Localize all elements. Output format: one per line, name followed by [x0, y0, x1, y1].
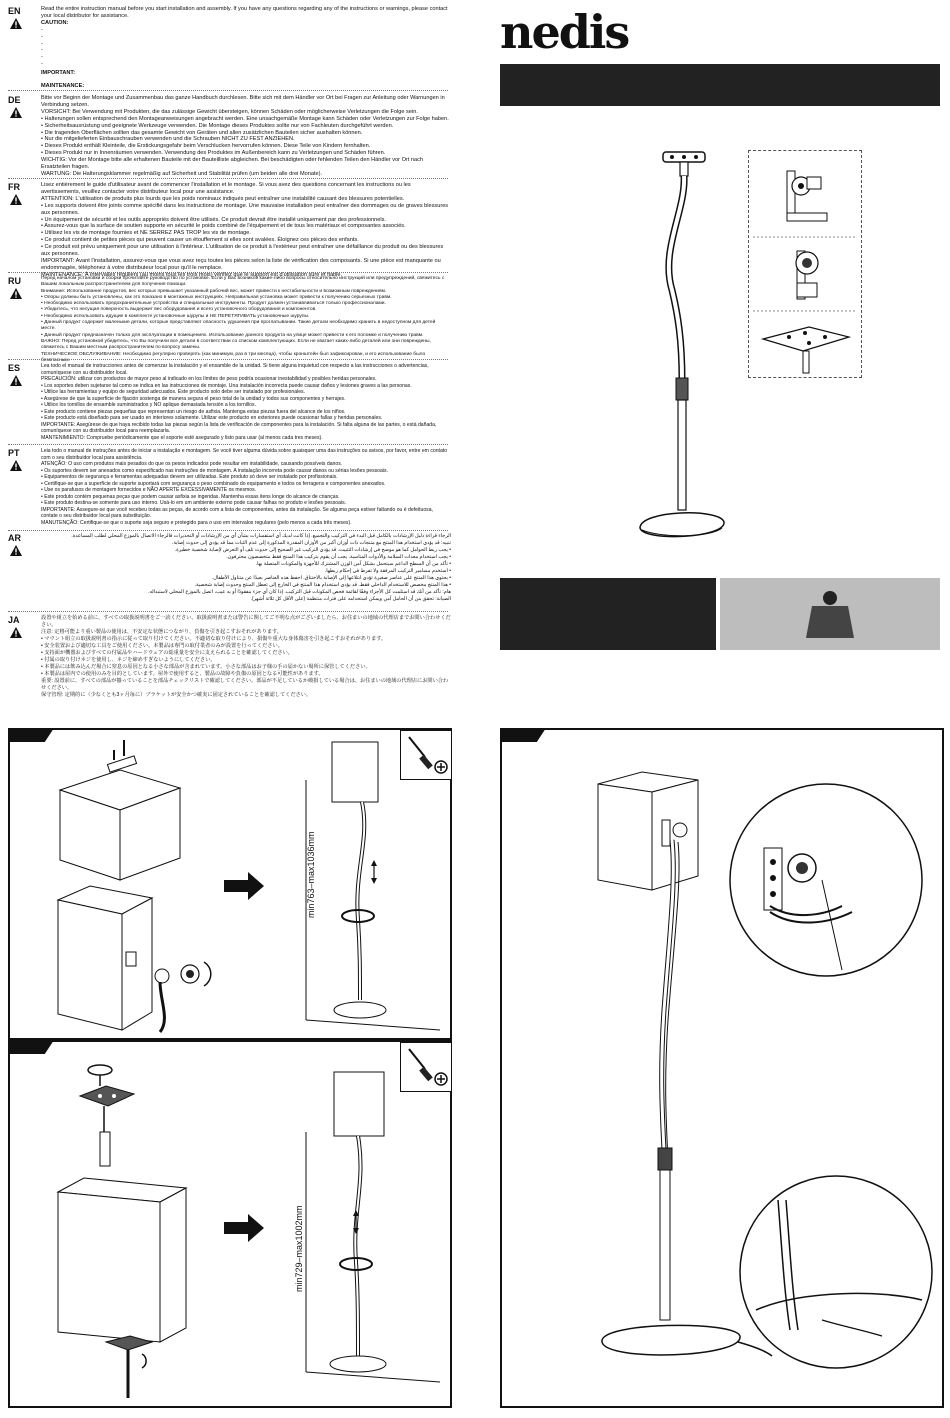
parts-list-box [748, 150, 862, 378]
bullet-line: • Необходимо использовать идущие в комплекте установочные шурупы и НЕ ПЕРЕТЯГИВАТЬ установочные шурупы. [41, 313, 310, 319]
warning-icon [10, 288, 22, 299]
bullet-line: • استخدم مسامير التركيب المرفقة ولا تفرط في إحكام ربطها. [324, 568, 451, 574]
knob-bracket-icon [796, 251, 818, 299]
bullet-line: • Equipamentos de segurança e ferramentas adequadas devem ser utilizadas. Este produto só deve ser instalado por profissionais. [41, 474, 338, 480]
bullet-line: • يجب ربط الحوامل كما هو موضح في إرشادات التثبيت. قد يؤدي التركيب غير الصحيح إلى حدوث تلف أو التعرض لإصابة شخصية خطيرة. [174, 547, 451, 553]
text-line: ВАЖНО: Перед установкой убедитесь, что Вы получили все детали в соответствии со списком комплектующих. Если не хватает каких-либо деталей или они повреждены, свяжитесь с Вашим местным распространителем по вопросу замены. [41, 338, 431, 351]
step-3-illustration [502, 730, 938, 1402]
text-line: MANTENIMIENTO: Compruebe periódicamente que el soporte esté asegurado y listo para usar (al menos cada tres meses). [41, 434, 323, 441]
bullet-line: • Dieses Produkt enthält Kleinteile, die Erstickungsgefahr beim Verschlucken hervorrufen können. Diese Teile von Kindern fernhalten. [41, 143, 371, 150]
text-line: 設置や組立を始める前に、すべての取扱説明書をご一読ください。取扱説明書または警告に関してご不明な点がございましたら、お住まいの地域の代理店までお問い合わせください。 [41, 615, 451, 628]
speaker-stand-illustration [620, 140, 740, 550]
lang-code-ja: JA [8, 615, 20, 625]
bullet-line: • 本製品は屋内での使用のみを目的としています。屋外で使用すると、製品の故障や負傷の原因となる可能性があります。 [41, 671, 324, 677]
lang-block-en [8, 6, 448, 92]
warning-icon [10, 375, 22, 386]
bullet-line: • マウント組立の取扱説明書の指示に従って取り付けてください。不適切な取り付けにより、損傷や重大な身体傷害を引き起こすおそれがあります。 [41, 636, 387, 642]
bullet-line: • Utilisez les vis de montage fournies et NE SERREZ PAS TROP les vis de montage. [41, 230, 251, 237]
lang-code-en: EN [8, 6, 21, 16]
bullet-line: • Nur die mitgelieferten Einbauschrauben verwenden und die Schrauben NICHT ZU FEST ANZIEHEN. [41, 136, 295, 143]
l-bracket-icon [787, 171, 827, 221]
text-line: 重要: 設置前に、すべての部品が揃っていることを部品チェックリストで確認してください。部品が不足しているか破損している場合は、お住まいの地域の代理店にお問い合わせください。 [41, 678, 449, 691]
height-range-label: min729–max1002mm [294, 1205, 304, 1292]
brand-logo: nedis [500, 5, 629, 59]
title-banner [500, 64, 940, 106]
bullet-line: - [41, 26, 43, 33]
text-line: Read the entire instruction manual before you start installation and assembly. If you have any questions regarding any of the instructions or warnings, please contact your local distributor for assistance. [41, 6, 448, 19]
bullet-line: - [41, 61, 43, 68]
text-line: 保守管理: 定期的に（少なくとも3ヶ月毎に）ブラケットが安全かつ確実に固定されていることを確認してください。 [41, 692, 312, 698]
bullet-line: • Опоры должны быть установлены, как это показано в монтажных инструкциях. Неправильная установка может привести к получению серьезных травм. [41, 294, 392, 300]
warning-icon [10, 194, 22, 205]
bullet-line: - [41, 54, 43, 61]
lang-text-ru [41, 276, 451, 364]
bullet-line: • Os suportes devem ser anexados como especificado nas instruções de montagem. A instalação incorreta pode causar danos ou sérias lesões pessoais. [41, 467, 388, 474]
text-line: MAINTENANCE: À intervalles réguliers (au moins tous les trois mois) vérifiez que le support est d'utilisation sûre et fiable. [41, 271, 343, 278]
text-line: MANUTENÇÃO: Certifique-se que o suporte seja seguro e protegido para o uso em intervalos regulares (pelo menos a cada três meses). [41, 519, 352, 526]
text-line: ТЕХНИЧЕСКОЕ ОБСЛУЖИВАНИЕ: Необходимо регулярно проверять (как минимум, раз в три месяца), чтобы кронштейн был зафиксирован, и его использование было безопасным. [41, 351, 426, 363]
bullet-line: • Убедитесь, что несущая поверхность выдержит вес оборудования и всего установочного оборудования и компонентов. [41, 307, 317, 313]
bullet-line: • Данный продукт предназначен только для эксплуатации в помещениях. Использование данного продукта на улице может привести к его поломке и получению травм. [41, 332, 424, 338]
bullet-line: • Ce produit est prévu uniquement pour une utilisation à l'intérieur. L'utilisation de ce produit à l'extérieur peut entraîner une défaillance du produit ou des blessures aux personnes. [41, 244, 444, 258]
mounting-plate-icon [763, 327, 849, 373]
lang-text-pt [41, 448, 451, 526]
height-range-label: min763–max1036mm [306, 831, 316, 918]
dark-info-box [500, 578, 716, 650]
bullet-line: • يجب استخدام معدات السلامة والأدوات المناسبة. يجب أن يقوم بتركيب هذا المنتج فقط متخصصون محترفون. [226, 554, 451, 560]
maintenance-heading: MAINTENANCE: [41, 83, 85, 90]
caution-heading: CAUTION: [41, 19, 69, 26]
lang-code-de: DE [8, 95, 21, 105]
text-line: Leia todo o manual de instruções antes de iniciar a instalação e montagem. Se você tiver alguma dúvida sobre quaisquer uma das instruções ou avisos, por favor, entre em contato com o seu distribuidor local para assistência. [41, 448, 448, 461]
important-heading: IMPORTANT: [41, 70, 76, 77]
bullet-line: • Este producto contiene piezas pequeñas que representan un riesgo de asfixia. Mantenga estas piezas fuera del alcance de los niños. [41, 408, 346, 415]
lang-code-ar: AR [8, 533, 21, 543]
bullet-line: • Die tragenden Oberflächen sollten das gesamte Gewicht von Geräten und allen zusätzlichen Bauteilen sicher aushalten können. [41, 129, 363, 136]
text-line: Bitte vor Beginn der Montage und Zusammenbau das ganze Handbuch durchlesen. Bitte sich mit dem Händler vor Ort bei Fragen zur Anleitung oder Warnungen in Verbindung setzen. [41, 95, 445, 108]
text-line: هام: تأكد من أنك قد استلمت كل الأجزاء وفقًا لقائمة فحص المكونات قبل التركيب. إذا كان أي جزء مفقودًا أو به عيب، اتصل بالموزع المحلي لاستبداله. [148, 589, 451, 595]
lang-text-de [41, 95, 451, 178]
text-line: الصيانة: تحقق من أن الحامل آمن ويمكن استخدامه على فترات منتظمة (على الأقل كل ثلاثة أشهر). [250, 596, 451, 602]
step-1-illustration [10, 730, 446, 1034]
text-line: Lisez entièrement le guide d'utilisateur avant de commencer l'installation et le montage. Si vous avez des questions concernant les instructions ou les avertissements, veuillez contacter votre distributeur local pour une assistance. [41, 182, 411, 195]
divider [8, 90, 448, 91]
step-2-panel [8, 1040, 452, 1408]
lang-block-fr [8, 182, 449, 278]
divider [8, 359, 448, 360]
weight-icon [720, 578, 940, 650]
bullet-line: • Use os parafusos de montagem fornecidos e NÃO APERTE EXCESSIVAMENTE os mesmos. [41, 487, 257, 493]
bullet-line: • Halterungen sollen entsprechend den Montageanweisungen angebracht werden. Eine unsachgemäße Montage kann Schäden oder Verletzungen zur Folge haben. [41, 115, 449, 122]
bullet-line: • تأكد من أن السطح الداعم سيتحمل بشكل آمن الوزن المشترك للأجهزة والمكونات المتصلة بها. [255, 561, 451, 567]
lang-text-fr [41, 182, 451, 279]
text-line: تنبيه: قد يؤدي استخدام هذا المنتج مع منتجات ذات أوزان أكبر من الأوزان المقدرة المذكورة إلى عدم الثبات مما قد يؤدي إلى حدوث إصابة. [171, 540, 451, 546]
bullet-line: • Assurez-vous que la surface de soutien supporte en sécurité le poids combiné de l'équipement et de tous les matériaux et composantes associés. [41, 223, 406, 230]
text-line: IMPORTANTE: Assegure-se que você recebeu todas as peças, de acordo com a lista de componentes, antes da instalação. Se alguma peça estiver faltando ou é defeituosa, contate o seu distribuidor local para substituição. [41, 506, 433, 519]
warning-icon [10, 460, 22, 471]
text-line: ATTENTION: L'utilisation de produits plus lourds que les poids nominaux indiqués peut entraîner une instabilité causant des blessures potentielles. [41, 195, 405, 202]
bullet-line: • Utilice las herramientas y equipo de seguridad adecuados. Este producto solo debe ser instalado por profesionales. [41, 389, 305, 395]
lang-block-ar [8, 533, 451, 611]
bullet-line: • Les supports doivent être joints comme spécifié dans les instructions de montage. Une mauvaise installation peut entraîner des dommages ou de graves blessures aux personnes. [41, 202, 449, 216]
bullet-line: • Asegúrese de que la superficie de fijación sostenga de manera segura el peso total de la unidad y todos sus componentes y herrajes. [41, 395, 346, 402]
parts-illustrations [749, 151, 861, 377]
step-3-panel [500, 728, 944, 1408]
text-line: WICHTIG: Vor der Montage bitte alle erhaltenen Bauteile mit der Bauteilliste abgleichen. Bei beschädigten oder fehlenden Teilen den Händler vor Ort nach Ersatzteilen fragen. [41, 157, 424, 171]
text-line: الرجاء قراءة دليل الإرشادات بالكامل قبل البدء في التركيب والتجميع. إذا كانت لديك أي استفسارات بشأن أي من الإرشادات أو التحذيرات فالرجاء الاتصال بالموزع المحلي لطلب المساعدة. [71, 533, 451, 539]
bullet-line: • 付属の取り付けネジを使用し、ネジを締めすぎないようにしてください。 [41, 657, 216, 663]
step-2-illustration [10, 1042, 446, 1402]
bullet-line: • Данный продукт содержит маленькие детали, которые представляют опасность удушения при проглатывании. Такие детали необходимо хранить в недоступном для детей месте. [41, 320, 436, 332]
bullet-line: • Sicherheitsausrüstung und geeignete Werkzeuge verwenden. Die Montage dieses Produktes sollte nur von Fachleuten durchgeführt werden. [41, 122, 394, 129]
bullet-line: • Dieses Produkt nur in Innenräumen verwenden. Verwendung des Produktes im Außenbereich kann zu Verletzungen und Schäden führen. [41, 150, 386, 157]
bullet-line: • Utilice los tornillos de ensamble suministrados y NO aplique demasiada tensión a los tornillos. [41, 402, 256, 408]
bullet-line: • 支持面が機器およびすべての付属品やハードウェアの総重量を安全に支えられることを確認してください。 [41, 650, 293, 656]
bullet-line: • Un équipement de sécurité et les outils appropriés doivent être utilisés. Ce produit devrait être installé uniquement par des professionnels. [41, 216, 386, 223]
bullet-line: • Este produto contém pequenas peças que podem causar asfixia se ingeridas. Mantenha essas itens longe do alcance de crianças. [41, 493, 340, 500]
lang-text-es [41, 363, 451, 441]
bullet-line: - [41, 33, 43, 40]
text-line: 注意: 定格可能より重い製品の使用は、不安定な状態につながり、負傷を引き起こすおそれがあります。 [41, 629, 282, 635]
text-line: Перед началом установки и сборки прочитайте руководство по установке. Если у Вас возникли какие-либо вопросы относительно инструкций или предупреждений, свяжитесь с Вашим локальным распространителем для получения помощи. [41, 276, 445, 288]
step-1-panel [8, 728, 452, 1040]
text-line: ATENÇÃO: O uso com produtos mais pesados do que os pesos indicados pode resultar em instabilidade, causando possíveis danos. [41, 461, 343, 467]
divider [8, 178, 448, 179]
bullet-line: • يحتوي هذا المنتج على عناصر صغيرة تؤدي ابتلاعها إلى الإصابة بالاختناق. احفظ هذه العناصر بعيدًا عن متناول الأطفال. [211, 575, 451, 581]
bullet-line: • Необходимо использовать предохранительные устройства и специальные инструменты. Продукт должен устанавливаться только профессионалами. [41, 301, 386, 307]
text-line: PRECAUCIÓN: utilizar con productos de mayor peso al indicado en los límites de peso podría ocasionar inestabilidad y posibles heridas personales. [41, 376, 377, 382]
lang-block-pt [8, 448, 448, 528]
text-line: Lea todo el manual de instrucciones antes de comenzar la instalación y el ensamble de la unidad. Si tiene alguna inquietud con respecto a las instrucciones o advertencias, comuníquese con su distribuidor local. [41, 363, 429, 376]
bullet-line: - [41, 47, 43, 54]
bullet-line: - [41, 40, 43, 47]
text-line: WARTUNG: Die Halterungsklammer regelmäßig auf Sicherheit und Stabilität prüfen (um beiden alle drei Monate). [41, 170, 323, 177]
lang-text-ja [41, 615, 451, 699]
divider [8, 530, 448, 531]
lang-text-ar [41, 533, 451, 603]
text-line: Внимание: Использование продуктов, вес которых превышает указанный рабочий вес, может привести к нестабильности и возможным повреждениям. [41, 288, 387, 294]
lang-code-ru: RU [8, 276, 21, 286]
lang-block-de [8, 95, 448, 175]
lang-code-es: ES [8, 363, 21, 373]
bullet-line: • 安全装置および適切な工具をご使用ください。本製品は専門の取付業者のみが設置を行ってください。 [41, 643, 283, 649]
lang-text-en [41, 6, 451, 90]
divider [8, 444, 448, 445]
bullet-line: • 本製品には飲み込んだ場合に窒息の原因となる小さな部品が含まれています。小さな部品はお子様の手の届かない場所に保管してください。 [41, 664, 371, 670]
lang-block-ru [8, 276, 448, 363]
bullet-line: • Este produto destina-se somente para uso interno. Usá-lo em um ambiente externo pode causar falhas no produto e lesões pessoais. [41, 500, 347, 506]
bullet-line: • هذا المنتج مخصص للاستخدام الداخلي فقط. قد يؤدي استخدام هذا المنتج في الخارج إلى تعطل المنتج وحدوث إصابة شخصية. [194, 582, 451, 588]
text-line: VORSICHT: Bei Verwendung mit Produkten, die das zulässige Gewicht übersteigen, können Schäden oder möglicherweise Verletzungen die Folge sein. [41, 108, 418, 115]
warning-icon [10, 18, 22, 29]
weight-box [720, 578, 940, 650]
lang-block-ja [8, 615, 451, 698]
warning-icon [10, 627, 22, 638]
lang-code-fr: FR [8, 182, 20, 192]
bullet-line: • Este producto está diseñado para ser usado en interiores solamente. Utilizar este producto en exteriores puede ocasionar fallas y heridas personales. [41, 415, 383, 421]
divider [8, 272, 448, 273]
divider [8, 611, 448, 612]
bullet-line: • Los soportes deben sujetarse tal como se indica en las instrucciones de montaje. Una instalación incorrecta puede causar daños y lesiones graves a las personas. [41, 382, 412, 389]
text-line: IMPORTANT: Avant l'installation, assurez-vous que vous avez reçu toutes les pièces selon la liste de vérification des composants. Si une pièce est manquante ou endommagée, téléphonez à votre distributeur local pour qu'il le remplace. [41, 257, 441, 271]
text-line: IMPORTANTE: Asegúrese de que haya recibido todas las piezas según la lista de verificación de componentes para la instalación. Si falta alguna de las partes, o está dañada, comuníquese con su distribuidor local para reemplazarla. [41, 421, 437, 434]
lang-code-pt: PT [8, 448, 20, 458]
bullet-line: • Certifique-se que a superfície de suporte suportará com segurança o peso combinado do equipamento e todos os ferragens e componentes anexados. [41, 480, 386, 487]
warning-icon [10, 545, 22, 556]
lang-block-es [8, 363, 448, 443]
warning-icon [10, 107, 22, 118]
bullet-line: • Ce produit contient de petites pièces qui peuvent causer un étouffement si elles sont avalées. Éloignez ces pièces des enfants. [41, 237, 359, 244]
